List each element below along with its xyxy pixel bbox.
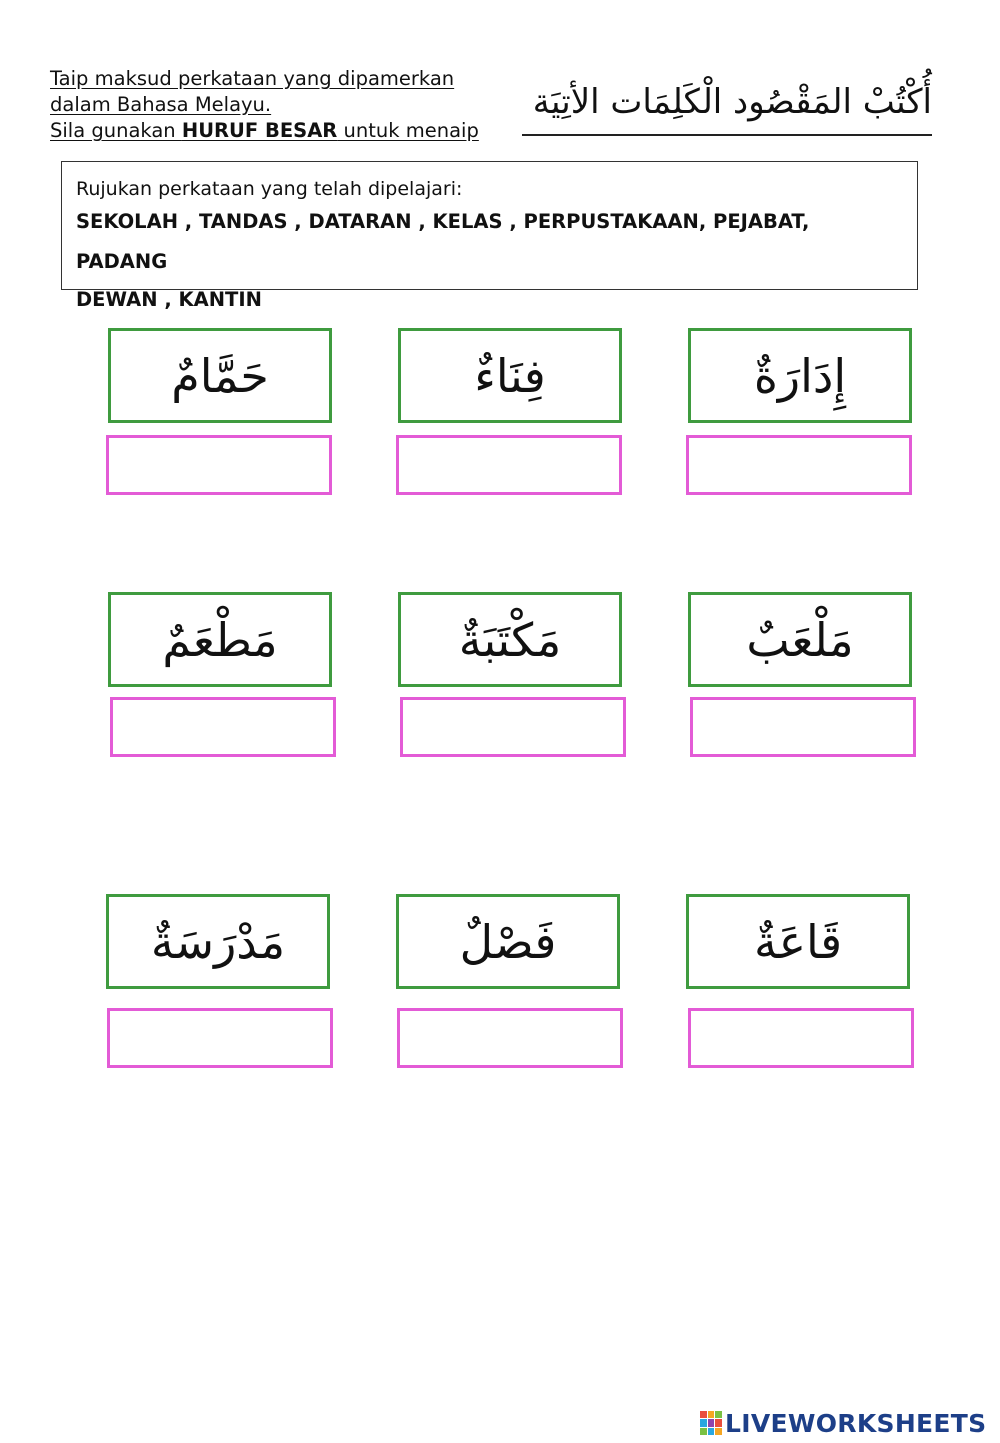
reference-label: Rujukan perkataan yang telah dipelajari:	[76, 178, 463, 200]
liveworksheets-logo-icon	[700, 1411, 722, 1435]
instruction-line-3-prefix: Sila gunakan	[50, 119, 182, 142]
instruction-line-3-suffix: untuk menaip	[337, 119, 479, 142]
instruction-line-3	[50, 118, 490, 144]
word-card-malaab: مَلْعَبٌ	[688, 592, 912, 687]
reference-words-line-1: SEKOLAH , TANDAS , DATARAN , KELAS , PERPUSTAKAAN, PEJABAT, PADANG	[76, 210, 810, 273]
instruction-line-2: dalam Bahasa Melayu.	[50, 93, 272, 116]
answer-input-maktabah[interactable]	[400, 697, 626, 757]
word-card-maktabah: مَكْتَبَةٌ	[398, 592, 622, 687]
answer-input-idarah[interactable]	[686, 435, 912, 495]
answer-input-hammam[interactable]	[106, 435, 332, 495]
word-card-mathaam: مَطْعَمٌ	[108, 592, 332, 687]
liveworksheets-logo-text: LIVEWORKSHEETS	[725, 1408, 987, 1438]
answer-input-malaab[interactable]	[690, 697, 916, 757]
answer-input-qaah[interactable]	[688, 1008, 914, 1068]
reference-box	[61, 161, 918, 311]
instruction-line-3-bold: HURUF BESAR	[181, 119, 338, 142]
word-card-fina: فِنَاءٌ	[398, 328, 622, 423]
instructions	[50, 66, 490, 144]
word-card-fasl: فَصْلٌ	[396, 894, 620, 989]
liveworksheets-logo	[700, 1408, 986, 1438]
answer-input-mathaam[interactable]	[110, 697, 336, 757]
word-card-idarah: إِدَارَةٌ	[688, 328, 912, 423]
word-card-madrasah: مَدْرَسَةٌ	[106, 894, 330, 989]
answer-input-fina[interactable]	[396, 435, 622, 495]
word-card-qaah: قَاعَةٌ	[686, 894, 910, 989]
answer-input-madrasah[interactable]	[107, 1008, 333, 1068]
arabic-title: أُكْتُبْ المَقْصُود الْكَلِمَات الأتِيَة	[522, 72, 932, 136]
answer-input-fasl[interactable]	[397, 1008, 623, 1068]
word-card-hammam: حَمَّامٌ	[108, 328, 332, 423]
reference-words-line-2: DEWAN , KANTIN	[76, 288, 262, 311]
instruction-line-1: Taip maksud perkataan yang dipamerkan	[50, 67, 455, 90]
